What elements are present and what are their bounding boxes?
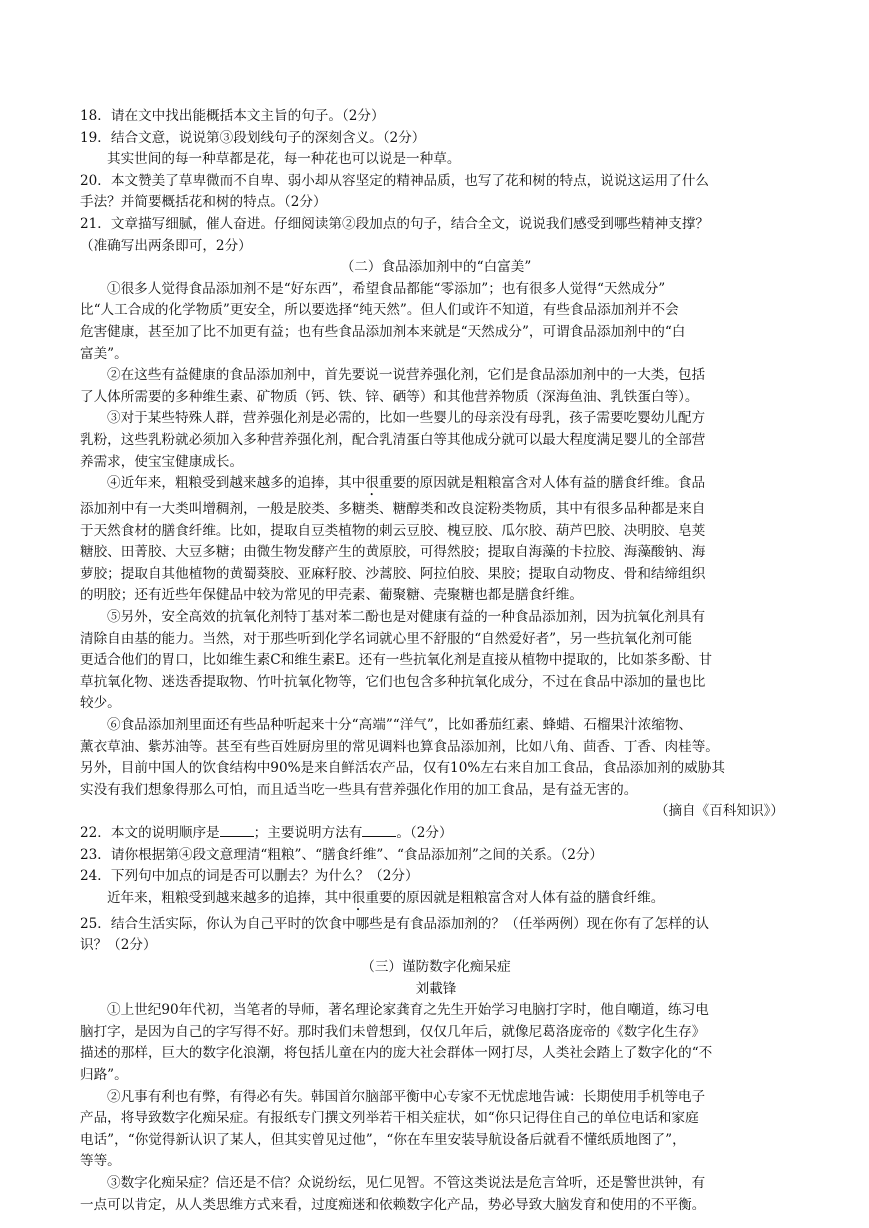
section-2-paragraph-4: ④近年来，粗粮受到越来越多的追捧，其中很重要的原因就是粗粮富含对人体有益的膳食纤维。食品 添加剂中有一大类叫增稠剂，一般是胶类、多糖类、糖醇类和改良淀粉类物质，其中有很多品种都是来自 于天然食材的膳食纤维。比如，提取自豆类植物的刺云豆胶、槐豆胶、瓜尔胶、葫芦巴胶、决明胶、皂荚 糖胶、田菁胶、大豆多糖；由微生物发酵产生的黄原胶，可得然胶；提取自海藻的卡拉胶、海藻酸钠、海 萝胶；提取自其他植物的黄蜀葵胶、亚麻籽胶、沙蒿胶、阿拉伯胶、果胶；提取自动物皮、骨和结缔组织 的明胶；还有近些年保健品中较为常见的甲壳素、葡聚糖、壳聚糖也都是膳食纤维。 — [80, 475, 706, 604]
question-21-line-1: 21．文章描写细腻，催人奋进。仔细阅读第②段加点的句子，结合全文，说说我们感受到哪些精神支撑？ — [80, 215, 710, 232]
question-21-line-2: （准确写出两条即可，2分） — [80, 237, 252, 254]
answer-blank[interactable] — [220, 824, 254, 837]
answer-blank[interactable] — [362, 824, 396, 837]
section-2-paragraph-6: ⑥食品添加剂里面还有些品种听起来十分“高端”“洋气”，比如番茄红素、蜂蜡、石榴果汁浓缩物、 薰衣草油、紫苏油等。甚至有些百姓厨房里的常见调料也算食品添加剂，比如八角、茴香、丁香、肉桂等。 另外，目前中国人的饮食结构中90%是来自鲜活农产品，仅有10%左右来自加工食品，食品添加剂的威胁其 实没有我们想象得那么可怕，而且适当吃一些具有营养强化作用的加工食品，是有益无害的。 — [80, 717, 725, 798]
question-24: 24．下列句中加点的词是否可以删去？为什么？（2分） — [80, 868, 419, 885]
question-18: 18．请在文中找出能概括本文主旨的句子。（2分） — [80, 108, 385, 124]
emphasized-word: 很 — [365, 475, 379, 492]
question-19-quote: 其实世间的每一种草都是花，每一种花也可以说是一种草。 — [107, 151, 461, 168]
section-3-paragraph-3: ③数字化痴呆症？信还是不信？众说纷纭，见仁见智。不管这类说法是危言耸听，还是警世洪钟，有 一点可以肯定，从人类思维方式来看，过度痴迷和依赖数字化产品，势必导致大脑发育和使用的不平衡。 — [80, 1174, 706, 1213]
question-22: 22．本文的说明顺序是 ；主要说明方法有 。（2分） — [80, 825, 453, 841]
emphasized-word: 很 — [351, 889, 366, 906]
question-20-line-1: 20．本文赞美了草卑微而不自卑、弱小却从容坚定的精神品质，也写了花和树的特点，说说这运用了什么 — [80, 172, 710, 189]
section-3-author: 刘載锋 — [415, 980, 457, 997]
section-2-paragraph-3: ③对于某些特殊人群，营养强化剂是必需的，比如一些婴儿的母亲没有母乳，孩子需要吃婴幼儿配方 乳粉，这些乳粉就必须加入多种营养强化剂，配合乳清蛋白等其他成分就可以最大程度满足婴儿的全部营 养需求，使宝宝健康成长。 — [80, 410, 706, 470]
question-20-line-2: 手法？并简要概括花和树的特点。（2分） — [80, 194, 327, 211]
question-23: 23．请你根据第④段文意理清“粗粮”、“膳食纤维”、“食品添加剂”之间的关系。（2分） — [80, 846, 604, 863]
section-2-paragraph-1: ①很多人觉得食品添加剂不是“好东西”，希望食品都能“零添加”；也有很多人觉得“天然成分” 比“人工合成的化学物质”更安全，所以要选择“纯天然”。但人们或许不知道，有些食品添加剂并不会 危害健康，甚至加了比不加更有益；也有些食品添加剂本来就是“天然成分”，可谓食品添加剂中的“白 富美”。 — [80, 280, 686, 362]
section-3-title: （三）谨防数字化痴呆症 — [361, 958, 511, 975]
question-24-quote: 近年来，粗粮受到越来越多的追捧，其中很重要的原因就是粗粮富含对人体有益的膳食纤维。 — [107, 889, 665, 906]
question-25-line-1: 25．结合生活实际，你认为自己平时的饮食中哪些是有食品添加剂的？（任举两例）现在你有了怎样的认 — [80, 915, 710, 932]
exam-page — [80, 106, 792, 1216]
section-2-paragraph-2: ②在这些有益健康的食品添加剂中，首先要说一说营养强化剂，它们是食品添加剂中的一大类，包括 了人体所需要的多种维生素、矿物质（钙、铁、锌、硒等）和其他营养物质（深海鱼油、乳铁蛋白等）。 — [80, 367, 706, 405]
source-citation: （摘自《百科知识》） — [654, 803, 784, 820]
section-3-paragraph-1: ①上世纪90年代初，当笔者的导师，著名理论家龚育之先生开始学习电脑打字时，他自嘲道，练习电 脑打字，是因为自己的字写得不好。那时我们未曾想到，仅仅几年后，就像尼葛洛庞帝的《数字化生存》 描述的那样，巨大的数字化浪潮，将包括儿童在内的庞大社会群体一网打尽，人类社会踏上了数字化的“不 归路”。 — [80, 1002, 713, 1083]
section-2-paragraph-5: ⑤另外，安全高效的抗氧化剂特丁基对苯二酚也是对健康有益的一种食品添加剂，因为抗氧化剂具有 清除自由基的能力。当然，对于那些听到化学名词就心里不舒服的“自然爱好者”，另一些抗氧化剂可能 更适合他们的胃口，比如维生素C和维生素E。还有一些抗氧化剂是直接从植物中提取的，比如茶多酚、甘 草抗氧化物、迷迭香提取物、竹叶抗氧化物等，它们也包含多种抗氧化成分，不过在食品中添加的量也比 较少。 — [80, 609, 713, 712]
section-2-title: （二）食品添加剂中的“白富美” — [340, 259, 532, 276]
section-3-paragraph-2: ②凡事有利也有弊，有得必有失。韩国首尔脑部平衡中心专家不无忧虑地告诫：长期使用手机等电子 产品，将导致数字化痴呆症。有报纸专门撰文列举若干相关症状，如“你只记得住自己的单位电话和家庭 电话”，“你觉得新认识了某人，但其实曾见过他”，“你在车里安装导航设备后就看不懂纸质地图了”， 等等。 — [80, 1088, 706, 1170]
question-19: 19．结合文意，说说第③段划线句子的深刻含义。（2分） — [80, 129, 426, 146]
question-25-line-2: 识？（2分） — [80, 937, 157, 954]
